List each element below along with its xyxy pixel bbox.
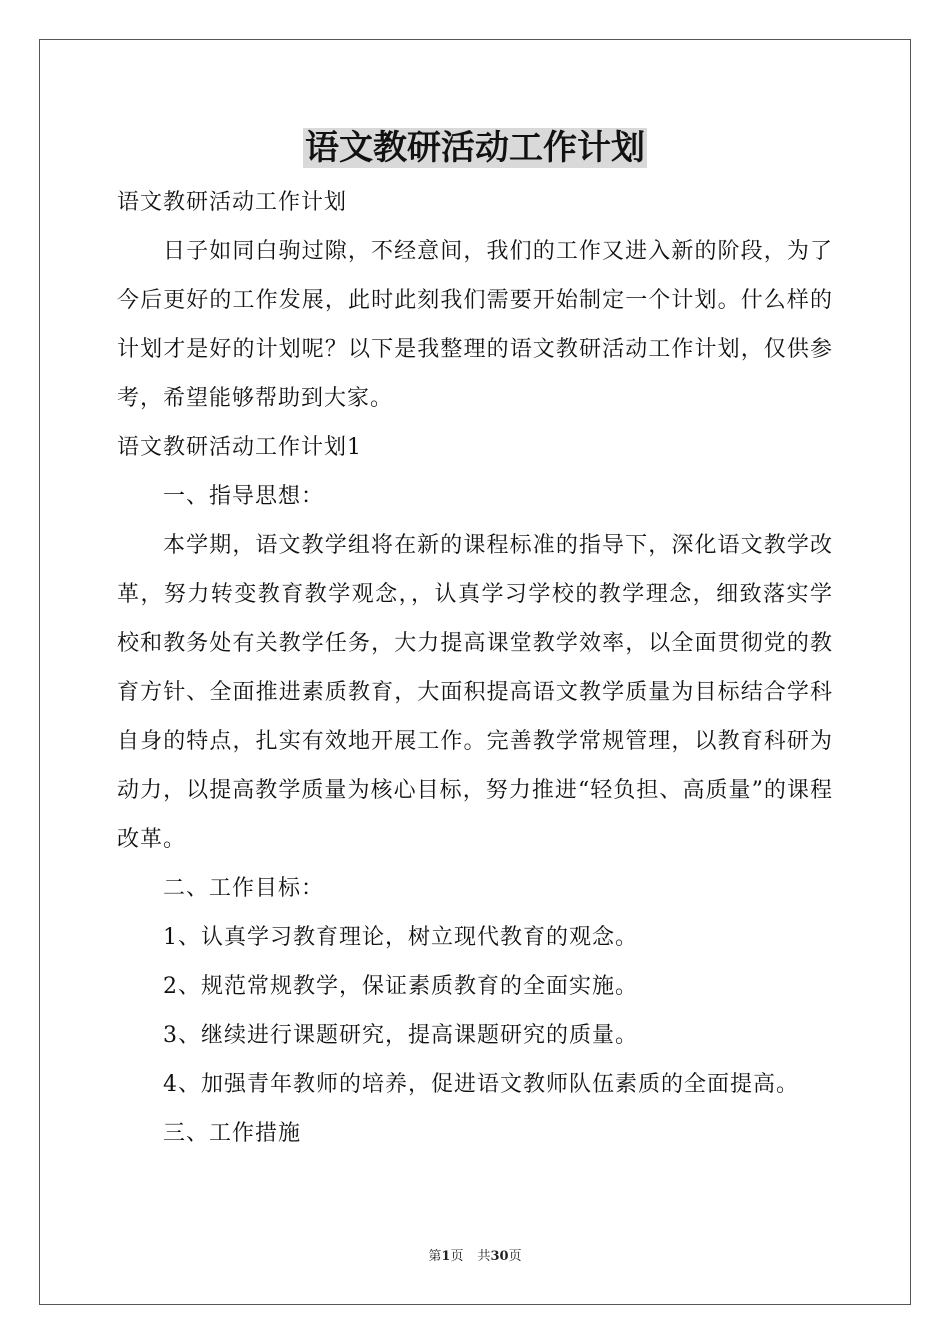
footer-total-suffix: 页 bbox=[508, 1249, 522, 1264]
footer-total-prefix: 共 bbox=[477, 1249, 491, 1264]
footer-total-pages: 30 bbox=[490, 1249, 509, 1264]
goal-item-2: 2、规范常规教学，保证素质教育的全面实施。 bbox=[163, 974, 638, 999]
heading-guiding-thought: 一、指导思想： bbox=[163, 484, 325, 509]
guiding-thought-paragraph: 本学期，语文教学组将在新的课程标准的指导下，深化语文教学改革，努力转变教育教学观念，，认真学习学校的教学理念，细致落实学校和教务处有关教学任务，大力提高课堂教学效率，以全面贯彻党的教育方针、全面推进素质教育，大面积提高语文教学质量为目标结合学科自身的特点，扎实有效地开展工作。完善教学常规管理，以教育科研为动力，以提高教学质量为核心目标，努力推进“轻负担、高质量”的课程改革。 bbox=[117, 533, 833, 852]
section-heading-plan-1: 语文教研活动工作计划1 bbox=[117, 435, 362, 460]
heading-work-measures: 三、工作措施 bbox=[163, 1121, 302, 1146]
footer-page-number: 1 bbox=[441, 1249, 451, 1264]
goal-item-1: 1、认真学习教育理论，树立现代教育的观念。 bbox=[163, 925, 638, 950]
goal-item-4: 4、加强青年教师的培养，促进语文教师队伍素质的全面提高。 bbox=[163, 1072, 799, 1097]
footer-page-suffix: 页 bbox=[450, 1249, 464, 1264]
goal-item-3: 3、继续进行课题研究，提高课题研究的质量。 bbox=[163, 1023, 638, 1048]
document-body bbox=[117, 178, 833, 1158]
document-title-text: 语文教研活动工作计划 bbox=[305, 128, 645, 168]
subtitle-paragraph: 语文教研活动工作计划 bbox=[117, 190, 348, 215]
intro-paragraph: 日子如同白驹过隙，不经意间，我们的工作又进入新的阶段，为了今后更好的工作发展，此时此刻我们需要开始制定一个计划。什么样的计划才是好的计划呢？以下是我整理的语文教研活动工作计划，仅供参考，希望能够帮助到大家。 bbox=[117, 239, 833, 411]
heading-work-goals: 二、工作目标： bbox=[163, 876, 325, 901]
document-title bbox=[0, 126, 950, 170]
page-footer bbox=[0, 1248, 950, 1266]
footer-page-prefix: 第 bbox=[428, 1249, 442, 1264]
